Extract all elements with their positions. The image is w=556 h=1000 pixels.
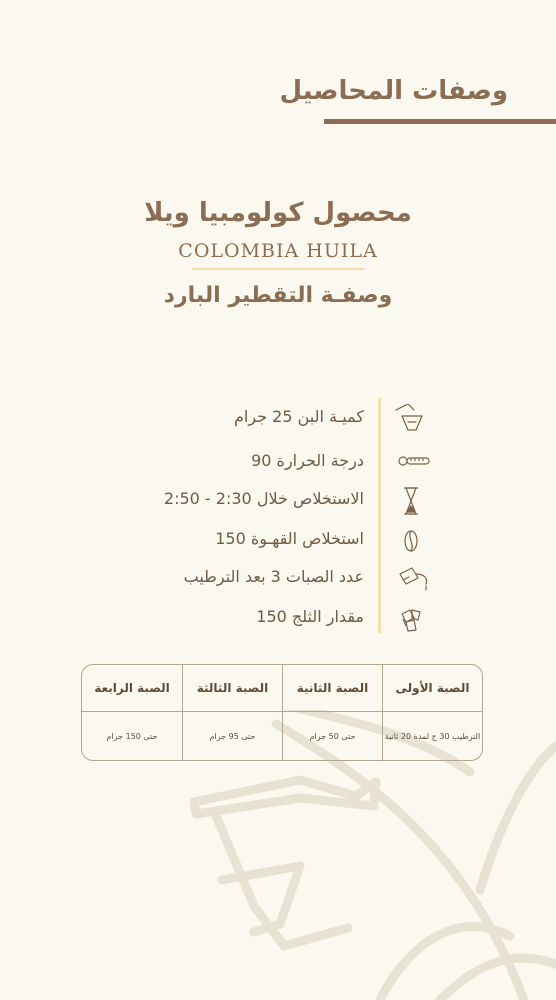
table-cell: حتى 95 جرام [182, 712, 282, 760]
crop-name-english: COLOMBIA HUILA [178, 240, 378, 262]
table-header-cell: الصبة الرابعة [82, 665, 182, 712]
vertical-divider [378, 398, 381, 633]
pour-schedule-table [81, 664, 483, 761]
coffee-scoop-icon [394, 404, 432, 434]
param-coffee-amount: كميـة البن 25 جرام [234, 407, 364, 426]
table-cell: الترطيب 30 ج لمدة 20 ثانية [382, 712, 482, 760]
crop-name-arabic: محصول كولومبيا ويلا [144, 198, 412, 228]
table-header-row [82, 665, 482, 712]
table-header-cell: الصبة الثانية [282, 665, 382, 712]
table-row [82, 712, 482, 760]
ice-cubes-icon [394, 604, 432, 634]
thermometer-icon [394, 446, 432, 476]
crop-underline [192, 268, 364, 270]
pour-kettle-icon [394, 564, 432, 594]
table-header-cell: الصبة الثالثة [182, 665, 282, 712]
param-extraction-time: الاستخلاص خلال 2:30 - 2:50 [163, 489, 364, 508]
hourglass-icon [394, 486, 432, 516]
param-temperature: درجة الحرارة 90 [251, 451, 364, 470]
coffee-bean-icon [394, 526, 432, 556]
param-ice-amount: مقدار الثلج 150 [256, 607, 364, 626]
table-cell: حتى 50 جرام [282, 712, 382, 760]
table-cell: حتى 150 جرام [106, 731, 158, 741]
param-coffee-extraction: استخلاص القهـوة 150 [215, 529, 364, 548]
recipe-title: وصفـة التقطير البارد [163, 283, 393, 308]
table-header-cell: الصبة الأولى [382, 665, 482, 712]
page-title: وصفات المحاصيل [279, 76, 508, 106]
param-pour-count: عدد الصبات 3 بعد الترطيب [183, 567, 364, 586]
title-underline [324, 119, 556, 124]
